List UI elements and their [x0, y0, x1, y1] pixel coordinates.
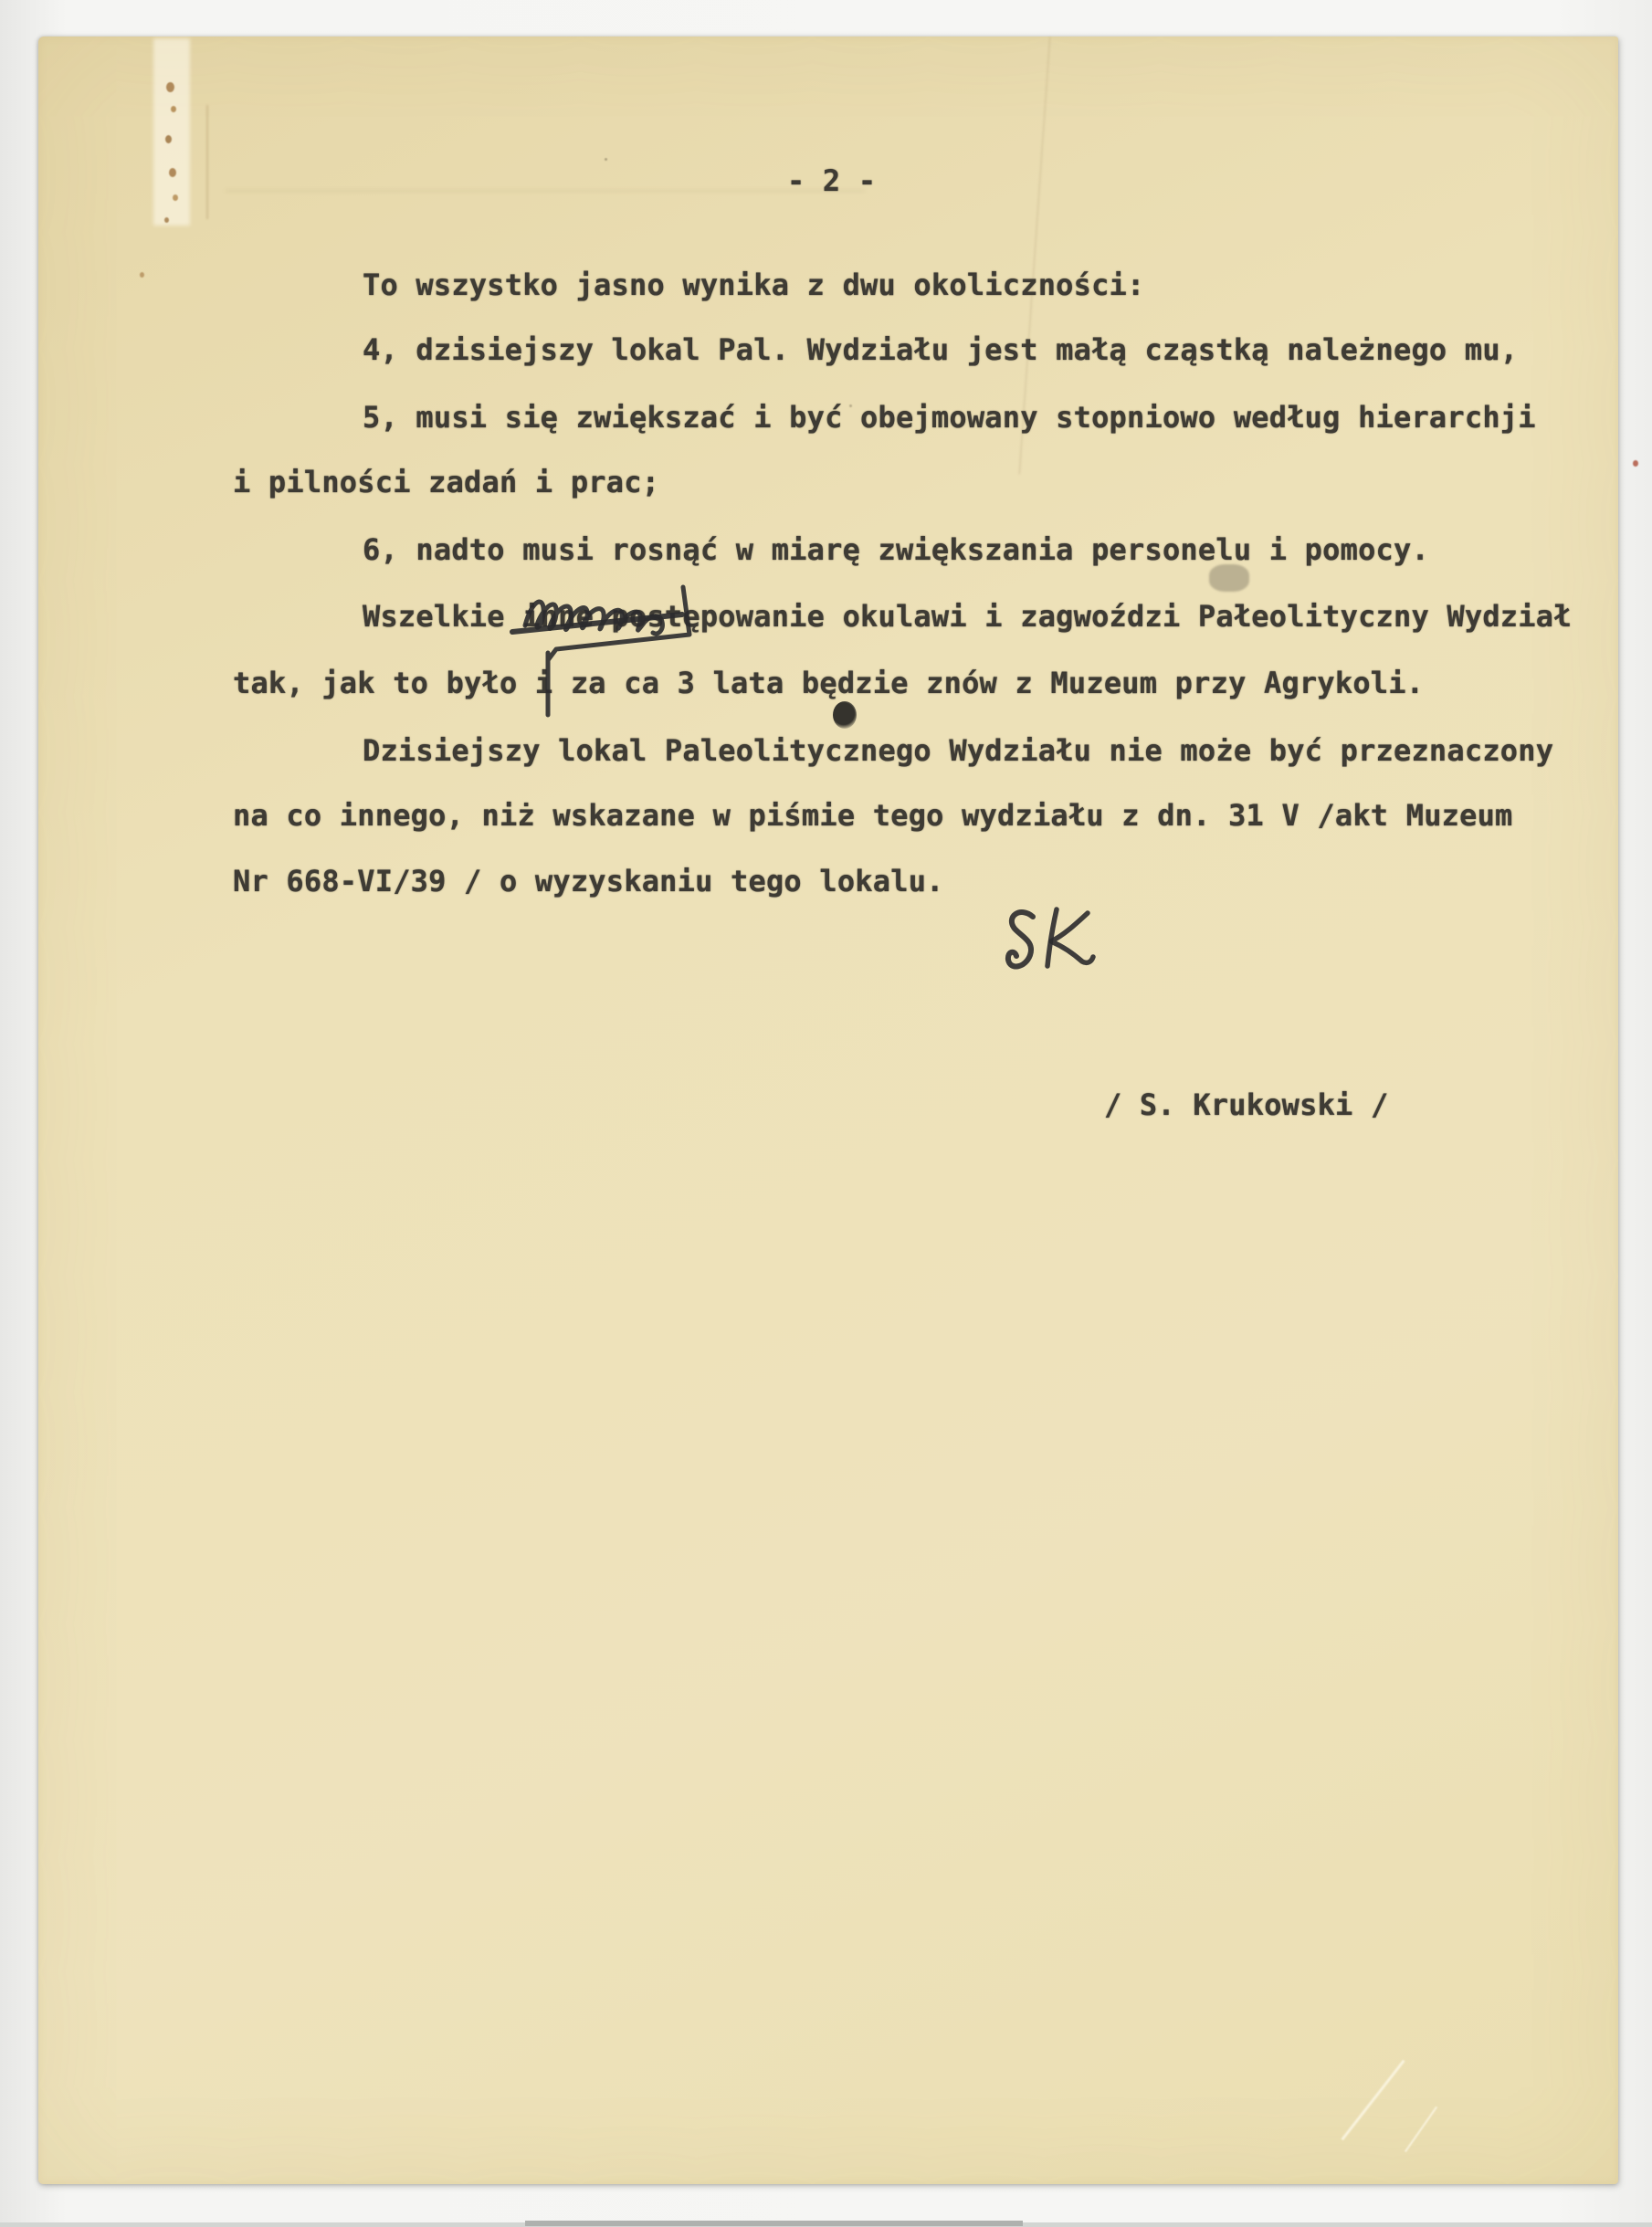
red-margin-dot — [1633, 460, 1638, 467]
monogram-s-stroke — [1008, 912, 1033, 966]
ink-overstrike-smudge — [1209, 564, 1249, 592]
typed-line: 6, nadto musi rosnąć w miarę zwiększania personelu i pomocy. — [363, 532, 1429, 567]
rust-stain — [140, 272, 144, 278]
typed-line: tak, jak to było i za ca 3 lata będzie znów z Muzeum przy Agrykoli. — [233, 666, 1425, 700]
paper-fold-line — [206, 105, 208, 219]
typed-line: 5, musi się zwiększać i być obejmowany stopniowo według hierarchji — [363, 400, 1536, 435]
rust-stain — [165, 135, 172, 143]
paper-scratch — [1341, 2060, 1405, 2141]
paper-scratch — [1405, 2106, 1437, 2152]
typed-line: Dzisiejszy lokal Paleolitycznego Wydziału nie może być przeznaczony — [363, 733, 1554, 768]
dust-speck — [605, 158, 607, 161]
monogram-k-arm — [1051, 913, 1093, 962]
typed-line: To wszystko jasno wynika z dwu okoliczności: — [363, 268, 1145, 302]
paper-sheet — [38, 37, 1618, 2184]
ink-overstrike-blot — [833, 701, 857, 729]
handwritten-strikethrough-annotation — [498, 562, 744, 744]
typed-line: na co innego, niż wskazane w piśmie tego wydziału z dn. 31 V /akt Muzeum — [233, 798, 1513, 833]
scanner-bed-edge-dark — [525, 2221, 1023, 2226]
paper-crease-horizontal — [226, 190, 865, 192]
typed-line: 4, dzisiejszy lokal Pal. Wydziału jest małą cząstką należnego mu, — [363, 332, 1519, 367]
rust-stain — [166, 82, 174, 92]
rust-stain — [169, 168, 176, 177]
page-number: - 2 - — [787, 163, 877, 198]
signature-line: / S. Krukowski / — [1104, 1087, 1389, 1122]
typed-line: Wszelkie inne postępowanie okulawi i zagwoździ Pałeolityczny Wydział — [363, 599, 1572, 634]
sk-monogram-handwriting — [982, 904, 1119, 1004]
rust-stain — [171, 106, 176, 112]
typed-line: Nr 668-VI/39 / o wyzyskaniu tego lokalu. — [233, 864, 944, 898]
rust-stain — [164, 217, 169, 223]
rust-stain — [173, 194, 178, 201]
typed-line: i pilności zadań i prac; — [233, 465, 660, 499]
paper-fold-streak — [153, 38, 190, 226]
